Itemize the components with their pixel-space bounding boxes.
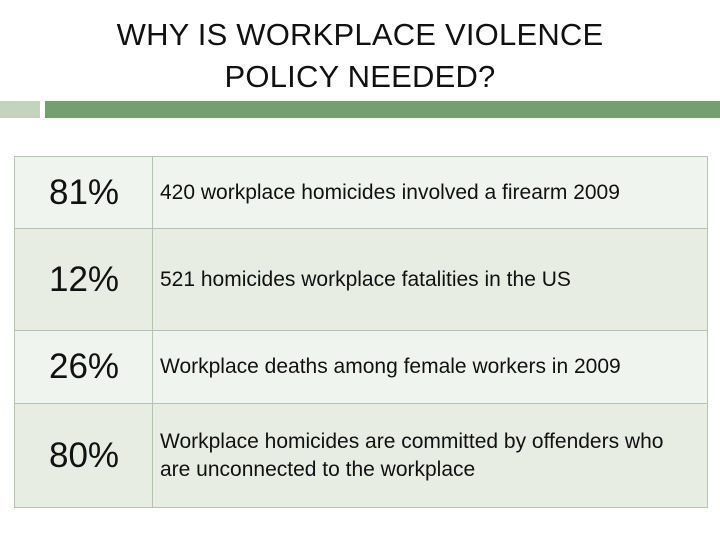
percent-cell: 26% xyxy=(15,331,153,403)
description-text: 521 homicides workplace fatalities in the US xyxy=(160,267,571,291)
description-text: 420 workplace homicides involved a firearm 2009 xyxy=(160,180,620,204)
statistics-table xyxy=(14,156,708,508)
slide-title: WHY IS WORKPLACE VIOLENCE POLICY NEEDED? xyxy=(116,17,604,94)
percent-cell: 12% xyxy=(15,229,153,330)
description-text: Workplace deaths among female workers in 2009 xyxy=(160,355,621,378)
table-row xyxy=(15,404,707,507)
table-row xyxy=(15,157,707,229)
description-cell xyxy=(153,331,707,403)
title-underline-bar xyxy=(45,101,720,118)
title-underline-left xyxy=(0,101,40,118)
table-row xyxy=(15,331,707,404)
description-cell xyxy=(153,229,707,330)
percent-cell: 81% xyxy=(15,157,153,228)
description-cell xyxy=(153,404,707,507)
description-text: Workplace homicides are committed by offenders who are unconnected to the workplace xyxy=(160,429,664,481)
percent-cell: 80% xyxy=(15,404,153,507)
description-cell xyxy=(153,157,707,228)
table-row xyxy=(15,229,707,331)
